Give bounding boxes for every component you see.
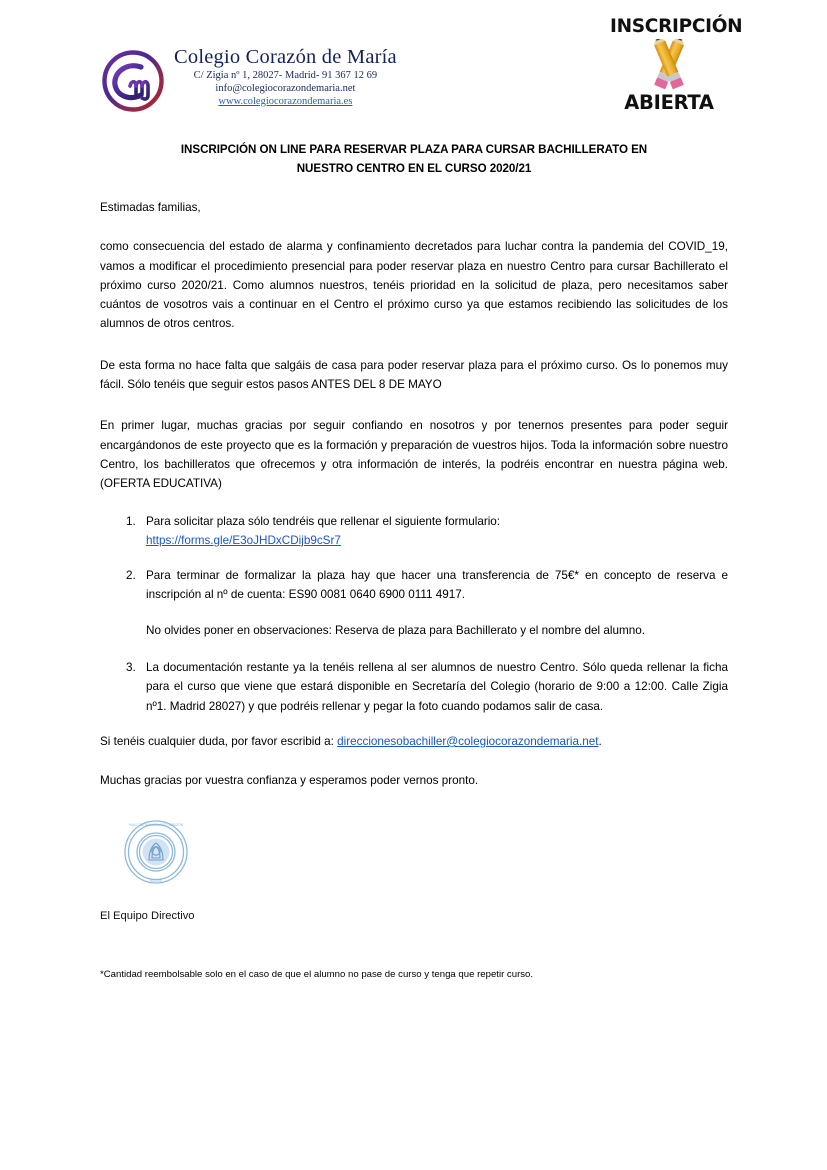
school-website-link[interactable]: www.colegiocorazondemaria.es (218, 96, 353, 107)
paragraph-1: como consecuencia del estado de alarma y confinamiento decretados para luchar contra la pandemia del COVID_19, vamos a modificar el procedimiento presencial para poder reservar plaza en nuestro Centro para cursar Bachillerato el próximo curso 2020/21. Como alumnos nuestros, tenéis prioridad en la solicitud de plaza, pero necesitamos saber cuántos de vosotros vais a continuar en el Centro el próximo curso ya que estamos recibiendo las solicitudes de los alumnos de otros centros. (100, 240, 728, 331)
document-body (100, 198, 728, 809)
paragraph-2: De esta forma no hace falta que salgáis de casa para poder reservar plaza para el próximo curso. Os lo ponemos muy fácil. Sólo tenéis que seguir estos pasos ANTES DEL 8 DE MAYO (100, 358, 728, 392)
steps-list (100, 512, 728, 716)
cm-monogram-logo-icon (100, 48, 166, 114)
list-marker: 2. (126, 569, 136, 583)
list-item-text: Para solicitar plaza sólo tendréis que rellenar el siguiente formulario: (146, 514, 501, 528)
list-item-text: La documentación restante ya la tenéis rellena al ser alumnos de nuestro Centro. Sólo queda rellenar la ficha para el curso que viene que estará disponible en Secretaría del Colegio (horario de 9:00 a 12:00. Calle Zigia nº1. Madrid 28027) y que podréis rellenar y pegar la foto cuando podamos salir de casa. (146, 661, 728, 713)
contact-line (100, 732, 728, 751)
page-title-line-2: NUESTRO CENTRO EN EL CURSO 2020/21 (296, 161, 532, 175)
list-marker: 1. (126, 514, 136, 528)
list-item (100, 658, 728, 716)
svg-text:HIJAS DEL INMACULADO CORAZÓN: HIJAS DEL INMACULADO CORAZÓN (129, 823, 183, 827)
paragraph-3: En primer lugar, muchas gracias por seguir confiando en nosotros y por tenernos presentes para poder seguir encargándonos de este proyecto que es la formación y preparación de vuestros hijos. Toda la información sobre nuestro Centro, los bachilleratos que ofrecemos y otra información de interés, la podréis encontrar en nuestra página web. (OFERTA EDUCATIVA) (100, 419, 728, 491)
badge-top-text: INSCRIPCIÓN (610, 16, 743, 37)
contact-line-prefix: Si tenéis cualquier duda, por favor escribid a: (100, 734, 338, 748)
document-header (100, 16, 743, 126)
inscripcion-abierta-badge (610, 16, 743, 122)
contact-email-link[interactable]: direccionesobachiller@colegiocorazondemaria.net (337, 734, 599, 748)
crossed-pencils-icon (610, 39, 728, 91)
greeting: Estimadas familias, (100, 201, 201, 214)
page-title (100, 141, 728, 178)
page-title-line-1: INSCRIPCIÓN ON LINE PARA RESERVAR PLAZA PARA CURSAR BACHILLERATO EN (180, 143, 648, 156)
list-item (100, 566, 728, 640)
badge-bottom-text: ABIERTA (624, 90, 714, 114)
list-item-text: Para terminar de formalizar la plaza hay que hacer una transferencia de 75€* en concepto de reserva e inscripción al nº de cuenta: ES90 0081 0640 6900 0111 4917. (146, 569, 728, 602)
list-item-subtext: No olvides poner en observaciones: Reserva de plaza para Bachillerato y el nombre del alumno. (146, 623, 645, 637)
svg-text:MADRID: MADRID (149, 879, 163, 883)
list-marker: 3. (126, 661, 136, 675)
closing-line: Muchas gracias por vuestra confianza y esperamos poder vernos pronto. (100, 774, 479, 788)
school-seal-stamp-icon (122, 818, 190, 886)
signature-label: El Equipo Directivo (100, 910, 195, 922)
school-email: info@colegiocorazondemaria.net (215, 83, 356, 94)
contact-line-suffix: . (598, 734, 602, 748)
footnote: *Cantidad reembolsable solo en el caso de que el alumno no pase de curso y tenga que repetir curso. (100, 969, 534, 980)
school-name: Colegio Corazón de María (174, 46, 397, 68)
letterhead-text (174, 44, 397, 108)
school-address: C/ Zigia nº 1, 28027- Madrid- 91 367 12 69 (193, 70, 378, 81)
form-link[interactable]: https://forms.gle/E3oJHDxCDijb9cSr7 (146, 533, 341, 547)
letterhead (100, 44, 440, 114)
signature-block (100, 818, 400, 924)
list-item (100, 512, 728, 551)
